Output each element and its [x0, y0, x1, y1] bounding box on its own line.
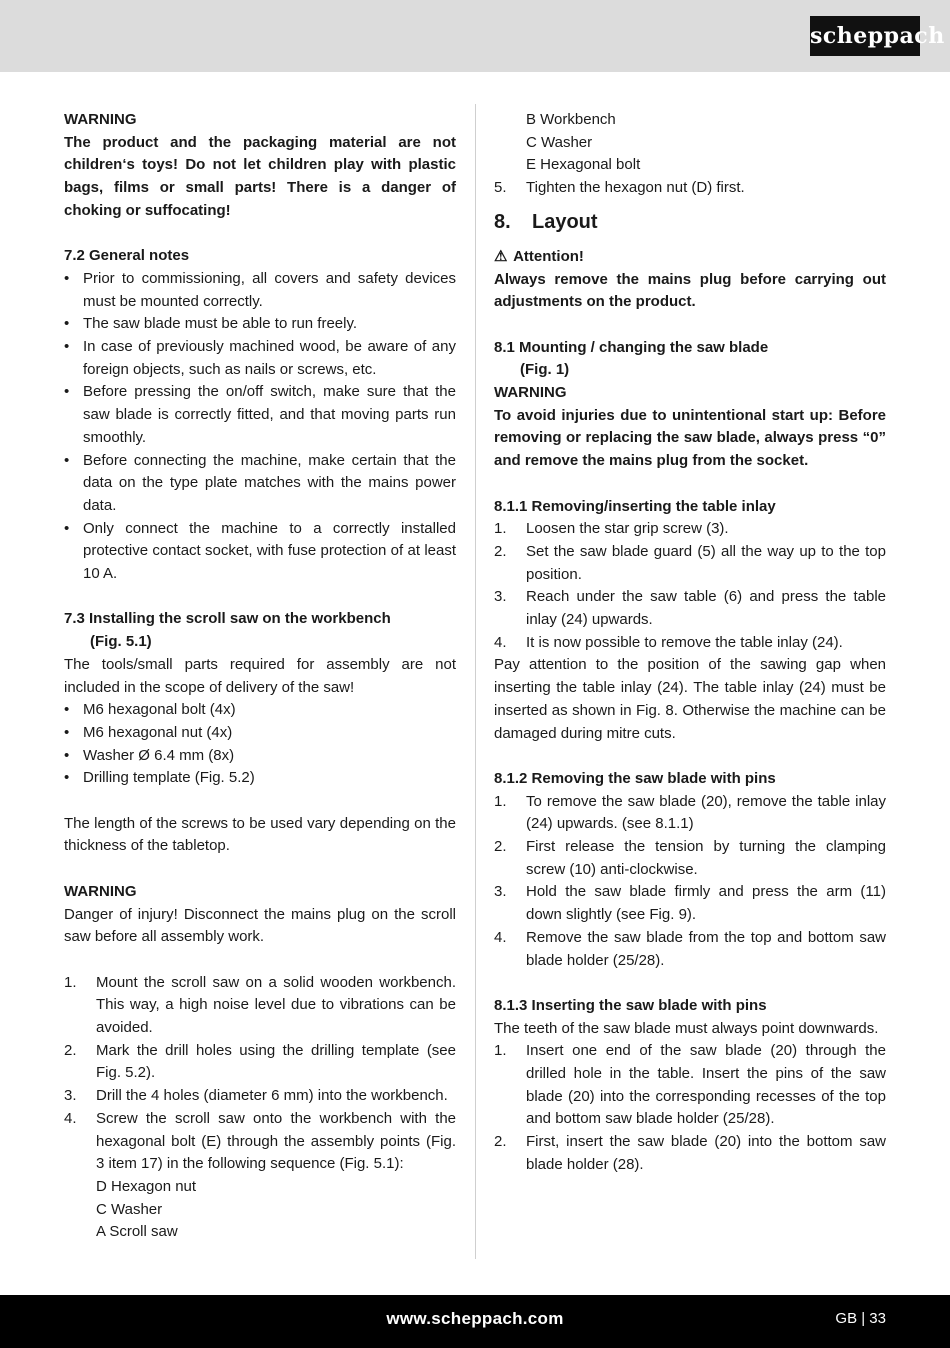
list-item: • M6 hexagonal bolt (4x) — [64, 699, 456, 722]
list-item: 4. It is now possible to remove the table inlay (24). — [494, 633, 843, 651]
sequence-item: A Scroll saw — [96, 1223, 178, 1241]
inlay-text: Pay attention to the position of the sawing gap when inserting the table inlay (24). The table inlay (24) must be inserted as shown in Fig. 8. Otherwise the machine can be damaged during mitre cuts. — [494, 656, 886, 742]
list-item: • M6 hexagonal nut (4x) — [64, 722, 456, 745]
sequence-item: C Washer — [96, 1200, 163, 1218]
list-item: 2. Mark the drill holes using the drilling template (see Fig. 5.2). — [64, 1041, 456, 1082]
warning-title: WARNING — [64, 882, 137, 900]
sequence-item: B Workbench — [526, 111, 616, 128]
sequence-item: D Hexagon nut — [96, 1177, 197, 1195]
section-heading-table-inlay: 8.1.1 Removing/inserting the table inlay — [494, 497, 776, 515]
section-heading-installing-fig: (Fig. 5.1) — [90, 633, 152, 651]
parts-list — [64, 699, 456, 790]
section-title-layout: 8. Layout — [494, 210, 598, 233]
section-heading-installing: 7.3 Installing the scroll saw on the workbench — [64, 610, 391, 628]
list-item: • Washer Ø 6.4 mm (8x) — [64, 745, 456, 768]
sequence-item: E Hexagonal bolt — [526, 156, 641, 174]
install-text: The tools/small parts required for assembly are not included in the scope of delivery of the saw! — [64, 655, 456, 696]
section-heading-general-notes: 7.2 General notes — [64, 247, 190, 265]
list-item: • Only connect the machine to a correctly installed protective contact socket, with fuse protection of at least 10 A. — [64, 518, 456, 586]
screws-text: The length of the screws to be used vary depending on the thickness of the tabletop. — [64, 814, 456, 855]
list-item: 3. Drill the 4 holes (diameter 6 mm) into the workbench. — [64, 1087, 448, 1105]
brand-logo: scheppach — [810, 16, 920, 56]
list-item: 3. Reach under the saw table (6) and press the table inlay (24) upwards. — [494, 588, 886, 629]
assembly-steps-cont — [494, 177, 886, 200]
section-heading-removing-blade: 8.1.2 Removing the saw blade with pins — [494, 769, 776, 787]
list-item: • Before connecting the machine, make certain that the data on the type plate matches with the mains power data. — [64, 450, 456, 518]
footer-bar — [0, 1295, 950, 1348]
assembly-steps — [64, 972, 456, 1176]
insert-text: The teeth of the saw blade must always point downwards. — [494, 1019, 879, 1037]
list-item: 5. Tighten the hexagon nut (D) first. — [494, 179, 745, 197]
list-item: • Before pressing the on/off switch, make sure that the saw blade is correctly fitted, and that moving parts run smoothly. — [64, 381, 456, 449]
warning-title: WARNING — [494, 384, 567, 402]
list-item: • The saw blade must be able to run freely. — [64, 313, 456, 336]
attention-text: Always remove the mains plug before carrying out adjustments on the product. — [494, 270, 886, 311]
right-column — [494, 109, 886, 1177]
list-item: 1. Insert one end of the saw blade (20) through the drilled hole in the table. Insert the pins of the saw blade (20) into the corresponding recesses of the top and bottom saw blade holder (25/28). — [494, 1042, 886, 1128]
page-number: GB | 33 — [835, 1310, 886, 1327]
remove-steps — [494, 791, 886, 973]
list-item: 2. First, insert the saw blade (20) into the bottom saw blade holder (28). — [494, 1133, 886, 1173]
general-notes-list — [64, 268, 456, 586]
list-item: 3. Hold the saw blade firmly and press the arm (11) down slightly (see Fig. 9). — [494, 883, 886, 924]
section-heading-mounting: 8.1 Mounting / changing the saw blade — [494, 338, 769, 356]
inlay-steps — [494, 518, 886, 654]
list-item: 4. Remove the saw blade from the top and bottom saw blade holder (25/28). — [494, 928, 886, 969]
list-item: • In case of previously machined wood, be aware of any foreign objects, such as nails or screws, etc. — [64, 336, 456, 381]
list-item: 2. Set the saw blade guard (5) all the way up to the top position. — [494, 542, 886, 583]
list-item: 1. Mount the scroll saw on a solid wooden workbench. This way, a high noise level due to vibrations can be avoided. — [64, 973, 456, 1037]
warning-text: Danger of injury! Disconnect the mains plug on the scroll saw before all assembly work. — [64, 905, 456, 946]
list-item: 4. Screw the scroll saw onto the workbench with the hexagonal bolt (E) through the assembly points (Fig. 3 item 17) in the following sequence (Fig. 5.1): — [64, 1109, 456, 1173]
section-heading-mounting-fig: (Fig. 1) — [520, 361, 570, 379]
website-link[interactable]: www.scheppach.com — [386, 1309, 564, 1328]
list-item: 1. Loosen the star grip screw (3). — [494, 520, 729, 538]
warning-text: To avoid injuries due to unintentional start up: Before removing or replacing the saw blade, always press “0” and remove the mains plug from the socket. — [494, 406, 886, 470]
warning-title: WARNING — [64, 111, 137, 128]
list-item: • Prior to commissioning, all covers and safety devices must be mounted correctly. — [64, 268, 456, 313]
left-column — [64, 109, 456, 1244]
list-item: • Drilling template (Fig. 5.2) — [64, 767, 456, 790]
list-item: 2. First release the tension by turning the clamping screw (10) anti-clockwise. — [494, 838, 886, 878]
attention-title: ⚠ Attention! — [494, 246, 886, 269]
section-heading-inserting-blade: 8.1.3 Inserting the saw blade with pins — [494, 996, 767, 1014]
list-item: 1. To remove the saw blade (20), remove the table inlay (24) upwards. (see 8.1.1) — [494, 792, 886, 833]
warning-triangle-icon: ⚠ — [494, 247, 508, 265]
header-bar — [0, 0, 950, 72]
column-divider — [475, 104, 476, 1259]
insert-steps — [494, 1040, 886, 1176]
sequence-item: C Washer — [526, 133, 593, 151]
warning-text: The product and the packaging material are not children‘s toys! Do not let children play with plastic bags, films or small parts! There is a danger of choking or suffocating! — [64, 133, 456, 219]
